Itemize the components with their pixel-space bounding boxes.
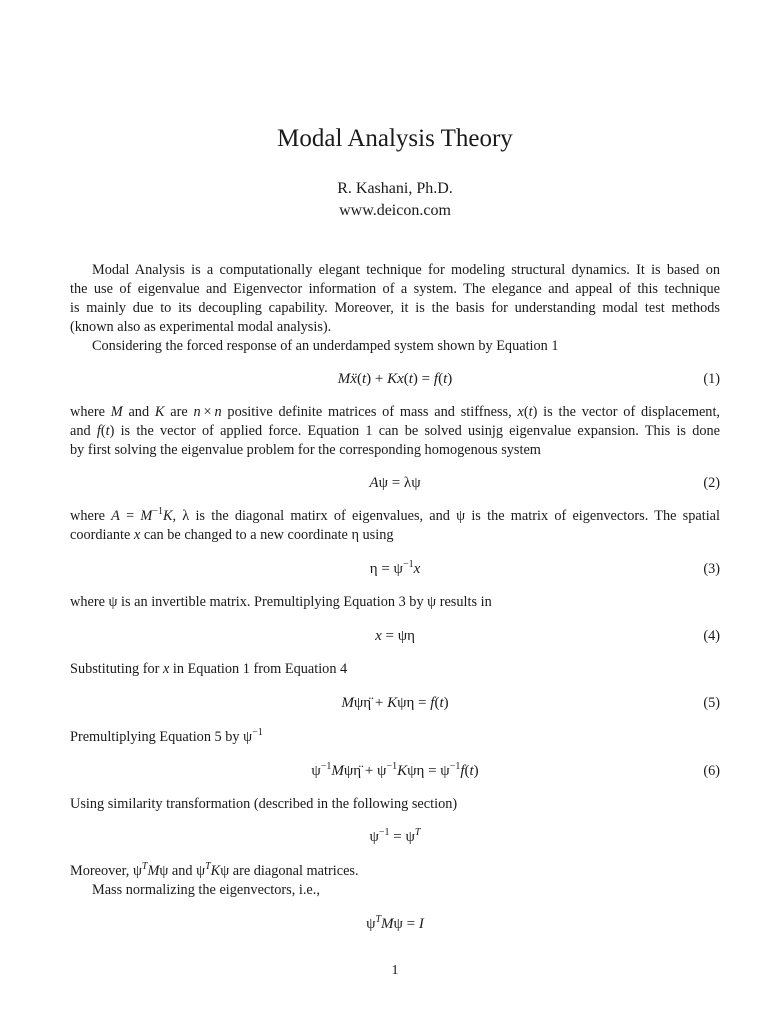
after-eq4-line-1: Substituting for x in Equation 1 from Equation 4 [70, 661, 348, 677]
paragraph-after-eq5 [70, 728, 720, 747]
equation-2-number: (2) [703, 475, 720, 491]
equation-mass-normalization-body: $\psi^TM\psi = I$ [366, 914, 424, 932]
after-eq3-line-1: where ψ is an invertible matrix. Premultiplying Equation 3 by ψ results in [70, 594, 492, 610]
equation-1 [70, 368, 720, 390]
intro-line-1: Modal Analysis is a computationally elegant technique for modeling structural dynamics. It is based on [92, 262, 720, 278]
equation-4-number: (4) [703, 628, 720, 644]
paragraph-after-eq4 [70, 660, 720, 679]
paragraph-after-eq1 [70, 403, 720, 460]
intro-line-3: is mainly due to its decoupling capability. Moreover, it is the basis for understanding modal test methods [70, 300, 720, 316]
equation-1-number: (1) [703, 371, 720, 387]
after-eq1-line-3: by first solving the eigenvalue problem for the corresponding homogenous system [70, 442, 541, 458]
paper-title: Modal Analysis Theory [277, 125, 513, 152]
after-eq2-line-2: coordiante x can be changed to a new coordinate η using [70, 527, 394, 543]
equation-6-number: (6) [703, 763, 720, 779]
equation-similarity-body: $\psi^{-1} = \psi^T$ [369, 827, 421, 845]
equation-similarity [70, 826, 720, 848]
equation-3 [70, 558, 720, 580]
equation-1-body: Mẍ(t) + Kx(t) = f(t) [337, 371, 453, 387]
intro-line-4: (known also as experimental modal analysis). [70, 319, 332, 335]
paragraph-after-similarity [70, 862, 720, 900]
after-eq5-line-1: Premultiplying Equation 5 by $\psi^{-1}$ [70, 727, 263, 745]
equation-2 [70, 472, 720, 494]
equation-5 [70, 692, 720, 714]
after-eq6-line-1: Using similarity transformation (described in the following section) [70, 796, 458, 812]
after-similarity-line-1: Moreover, $\psi^TM\psi$ and $\psi^TK\psi$ are diagonal matrices. [70, 861, 359, 879]
page-number: 1 [391, 963, 399, 978]
author-name: R. Kashani, Ph.D. [337, 180, 453, 197]
after-eq1-line-2: and f(t) is the vector of applied force. Equation 1 can be solved usinjg eigenvalue expansion. This is done [70, 423, 720, 439]
equation-3-body: $\eta = \psi^{-1}x$ [369, 559, 421, 577]
equation-4-body: x = ψη [375, 628, 415, 644]
equation-3-number: (3) [703, 561, 720, 577]
equation-6 [70, 760, 720, 782]
intro-paragraph [70, 261, 720, 356]
paragraph-after-eq2 [70, 507, 720, 545]
equation-5-body: Mψη̈ + Kψη = f(t) [341, 695, 449, 711]
paragraph-after-eq6 [70, 795, 720, 814]
intro-line-2: the use of eigenvalue and Eigenvector information of a system. The elegance and appeal of this technique [70, 281, 720, 297]
intro-line-5: Considering the forced response of an underdamped system shown by Equation 1 [92, 338, 559, 354]
equation-mass-normalization [70, 913, 720, 935]
after-eq2-line-1: where $A = M^{-1}K$, λ is the diagonal matirx of eigenvalues, and ψ is the matrix of eigenvectors. The spatial [70, 506, 721, 524]
equation-6-body: $\psi^{-1}M\psi\etä + \psi^{-1}K\psi\eta = \psi^{-1}f(t)$ [311, 761, 479, 779]
equation-4 [70, 625, 720, 647]
after-eq1-line-1: where M and K are n × n positive definite matrices of mass and stiffness, x(t) is the vector of displacement, [70, 404, 721, 420]
after-similarity-line-2: Mass normalizing the eigenvectors, i.e., [92, 882, 320, 898]
paragraph-after-eq3 [70, 593, 720, 612]
equation-5-number: (5) [703, 695, 720, 711]
author-website: www.deicon.com [339, 202, 451, 219]
equation-2-body: Aψ = λψ [369, 475, 421, 491]
